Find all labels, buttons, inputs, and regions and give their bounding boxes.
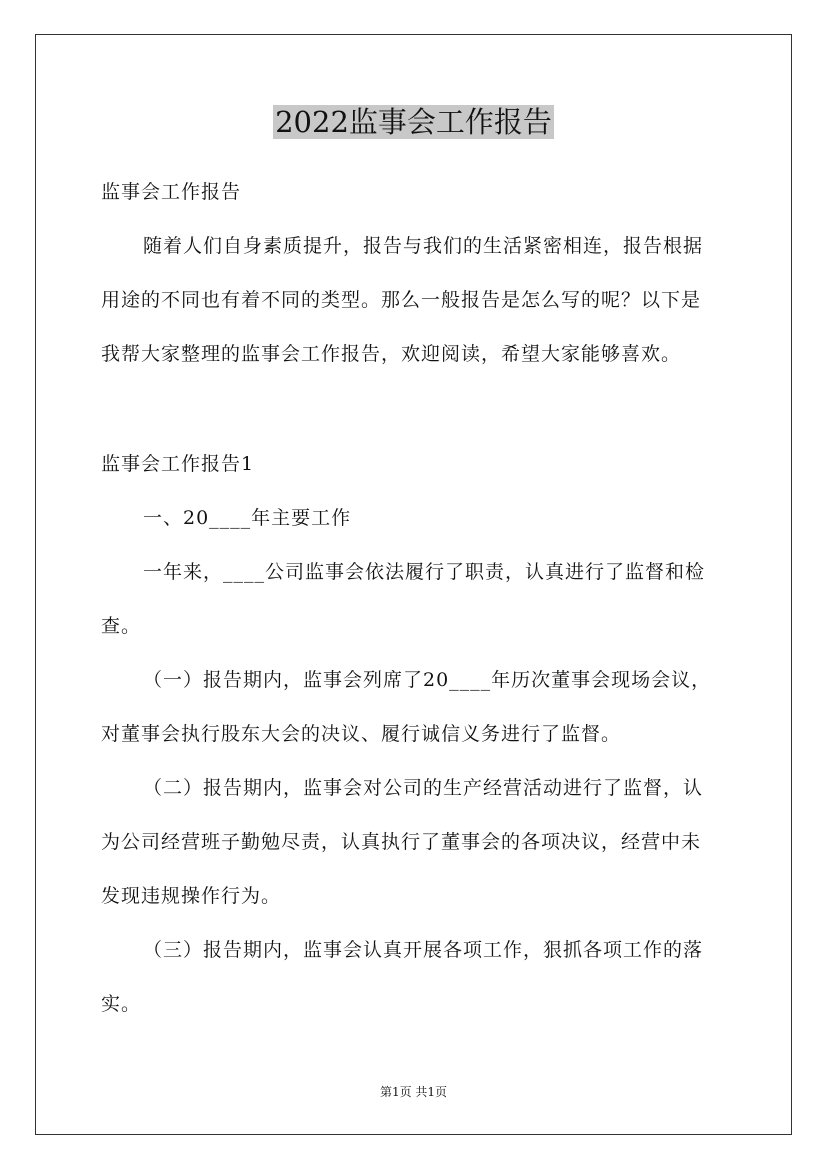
- body-line-5: （二）报告期内，监事会对公司的生产经营活动进行了监督，认: [143, 777, 704, 799]
- body-line-6: 为公司经营班子勤勉尽责，认真执行了董事会的各项决议，经营中未: [101, 831, 702, 853]
- document-title: [0, 103, 827, 141]
- intro-line-1: 随着人们自身素质提升，报告与我们的生活紧密相连，报告根据: [143, 235, 704, 257]
- intro-line-3: 我帮大家整理的监事会工作报告，欢迎阅读，希望大家能够喜欢。: [101, 343, 682, 365]
- document-subtitle: 监事会工作报告: [101, 181, 242, 203]
- document-title-text: 2022监事会工作报告: [275, 105, 552, 139]
- body-line-1: 一年来，____公司监事会依法履行了职责，认真进行了监督和检: [143, 561, 706, 583]
- body-line-7: 发现违规操作行为。: [101, 885, 282, 907]
- page-footer: 第1页 共1页: [379, 1085, 448, 1099]
- body-line-3: （一）报告期内，监事会列席了20____年历次董事会现场会议，: [143, 669, 712, 691]
- intro-line-2: 用途的不同也有着不同的类型。那么一般报告是怎么写的呢？以下是: [101, 289, 702, 311]
- body-line-9: 实。: [101, 993, 142, 1015]
- body-line-8: （三）报告期内，监事会认真开展各项工作，狠抓各项工作的落: [143, 939, 704, 961]
- body-line-2: 查。: [101, 615, 142, 637]
- section-title: 监事会工作报告1: [101, 453, 255, 475]
- section-heading: 一、20____年主要工作: [143, 507, 352, 529]
- body-line-4: 对董事会执行股东大会的决议、履行诚信义务进行了监督。: [101, 723, 622, 745]
